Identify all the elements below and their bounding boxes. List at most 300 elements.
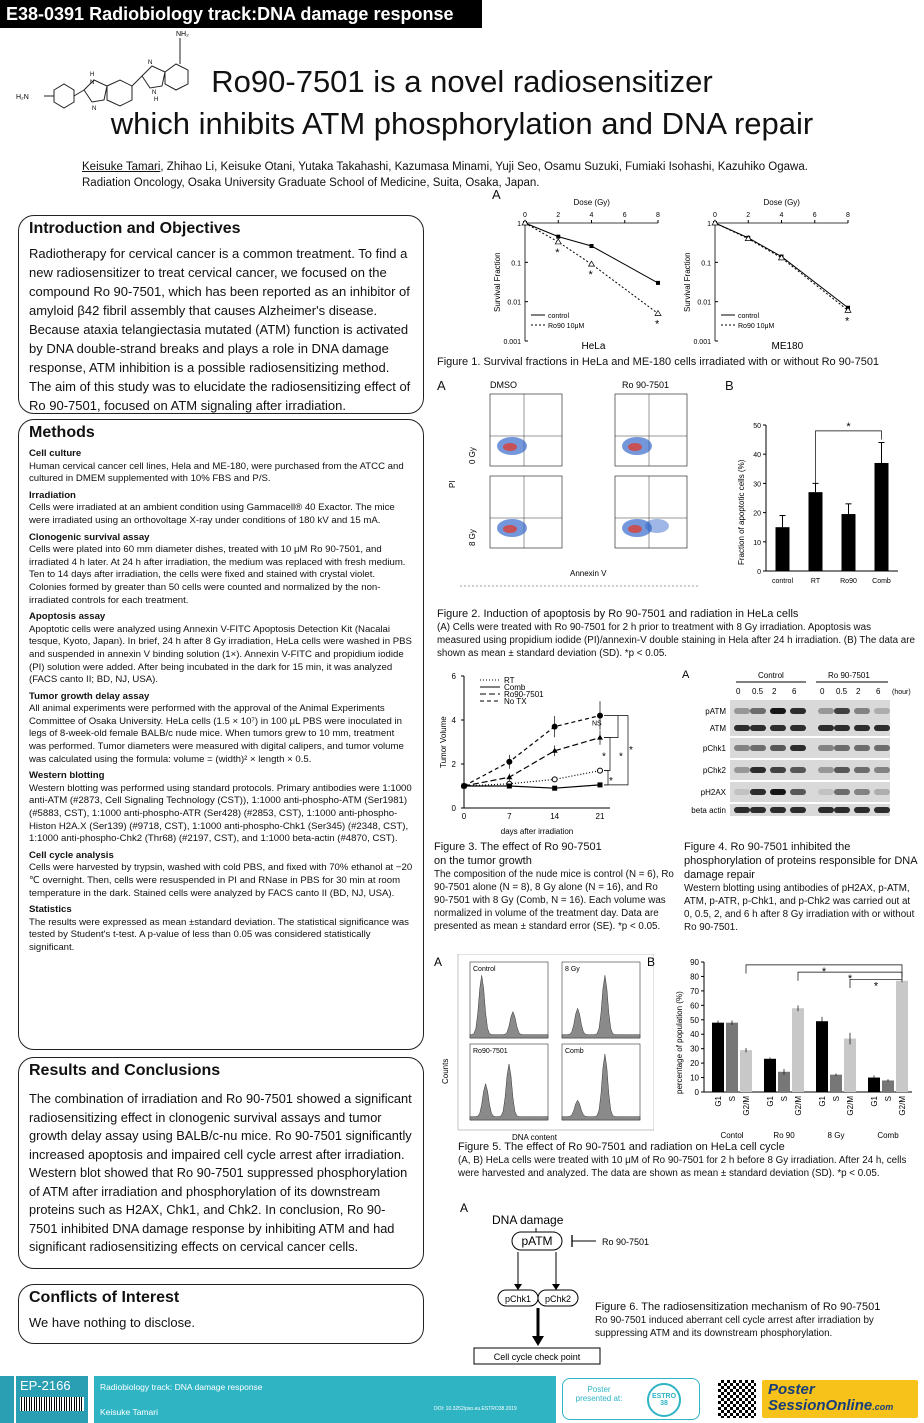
legend-label: control <box>548 313 570 320</box>
data-point <box>507 759 512 764</box>
y-tick-label: 30 <box>690 1044 699 1054</box>
x-tick-label: 4 <box>589 212 594 219</box>
author-list <box>82 159 808 191</box>
x-tick-label: 2 <box>556 212 561 219</box>
dose-axis-title: Dose (Gy) <box>763 198 800 207</box>
blot-band <box>854 708 870 714</box>
poster-title-line2: which inhibits ATM phosphorylation and DNA repair <box>110 106 814 141</box>
row-label: 8 Gy <box>468 529 477 546</box>
blot-band <box>854 807 870 813</box>
fig4-caption-text: Western blotting using antibodies of pH2AX, p-ATM, ATM, p-ATR, p-Chk1, and p-Chk2 was carried out at 0, 0.5, 2, and 6 h after 8 Gy irradiation with or without Ro 90-7501. <box>684 883 915 933</box>
method-heading: Tumor growth delay assay <box>29 690 150 702</box>
blot-band <box>790 708 806 714</box>
fig3-tumor-growth-chart <box>432 668 672 840</box>
introduction-heading: Introduction and Objectives <box>29 220 241 237</box>
logo-text-com: .com <box>872 1402 894 1412</box>
blot-band <box>818 708 834 714</box>
x-tick-label: 7 <box>507 812 512 821</box>
y-axis-title: Tumor Volume <box>439 716 448 768</box>
blot-band <box>854 789 870 795</box>
blot-row-label: beta actin <box>691 806 726 815</box>
poster-title-line1: Ro90-7501 is a novel radiosensitizer <box>211 64 713 99</box>
barcode-icon <box>20 1397 84 1411</box>
y-tick-label: 70 <box>690 986 699 996</box>
group-label: Control <box>758 671 784 680</box>
blot-band <box>790 789 806 795</box>
fig2-panel-a-label: A <box>437 378 446 393</box>
panel-label: A <box>460 1201 469 1215</box>
blot-band <box>790 725 806 731</box>
method-heading: Irradiation <box>29 489 76 501</box>
data-point <box>589 261 595 266</box>
group-label: 8 Gy <box>827 1131 845 1140</box>
method-heading: Clonogenic survival assay <box>29 531 150 543</box>
method-heading: Statistics <box>29 904 72 916</box>
time-label: 6 <box>876 687 881 696</box>
results-heading: Results and Conclusions <box>29 1062 221 1079</box>
fig2-apoptosis-bar-chart <box>730 415 900 585</box>
blot-band <box>734 725 750 731</box>
significance-star: * <box>602 751 606 763</box>
fig5-caption-title: Figure 5. The effect of Ro 90-7501 and radiation on HeLa cell cycle <box>458 1141 785 1153</box>
logo-text-session: SessionOnline <box>768 1397 873 1414</box>
y-tick-label: 0 <box>757 569 761 576</box>
histogram-label: Control <box>473 966 496 973</box>
blot-band <box>734 767 750 773</box>
x-axis-title: DNA content <box>512 1133 557 1142</box>
fig2-panel-b-label: B <box>725 378 734 393</box>
y-tick-label: 60 <box>690 1001 699 1011</box>
svg-text:H: H <box>154 97 159 103</box>
cell-population-core <box>628 443 642 451</box>
legend-label: control <box>738 313 760 320</box>
x-tick-label: control <box>771 578 794 585</box>
y-tick-label: 50 <box>753 423 761 430</box>
panel-label: A <box>434 955 443 969</box>
blot-band <box>874 789 890 795</box>
method-text: The results were expressed as mean ±standard deviation. The statistical significance was tested by Student's t-test. A p-value of less than 0.05 was considered statistically significant. <box>29 916 409 953</box>
blot-band <box>834 789 850 795</box>
y-tick-label: 10 <box>753 539 761 547</box>
data-point <box>655 311 661 316</box>
fig3-caption-title: Figure 3. The effect of Ro 90-7501 <box>434 841 602 853</box>
fig6-caption-text: Ro 90-7501 induced aberrant cell cycle arrest after irradiation by suppressing ATM and its downstream phosphorylation. <box>595 1315 874 1339</box>
bar-G1 <box>712 1023 724 1092</box>
fig6-caption-title: Figure 6. The radiosensitization mechanism of Ro 90-7501 <box>595 1301 881 1313</box>
y-tick-label: 40 <box>753 452 761 460</box>
footer-bar <box>0 1376 924 1423</box>
cell-population-core <box>628 525 642 533</box>
method-text: Apoptotic cells were analyzed using Annexin V-FITC Apoptosis Detection Kit (Nacalai tesque, Kyoto, Japan). In brief, 24 h after 8 Gy irradiation, HeLa cells were washed in PBS and suspended in annexin V binding solution (1×). Annexin V-FITC and propidium iodide (PI) solution were added. After being incubated in the dark for 15 min, it was analyzed (FACS canto II; BD, NJ, USA). <box>29 623 412 686</box>
arrow-head <box>552 1284 560 1290</box>
data-point <box>506 774 512 779</box>
data-point <box>555 239 561 244</box>
data-point <box>552 777 557 782</box>
bar-Ro90 <box>842 514 856 571</box>
x-tick-label: 6 <box>812 212 817 219</box>
method-text: Western blotting was performed using standard protocols. Primary antibodies were 1:1000 anti-ATM (#2873, Cell Signaling Technology (CST)), 1:1000 anti-phospho-ATM (Ser1981) (#5883, CST), 1:1000 anti-phospho-ATR (Ser428) (#2853, CST), 1:1000 anti-phospho-Histon H2A.X (Ser139) (#9718, CST), 1:1000 anti-phospho-Chk1 (Ser345) (#2348, CST), 1:1000 anti-phospho-Chk2 (Thr68) (#2197, CST), and 1:1000 beta-actin (#4870, CST). <box>29 782 412 845</box>
data-point <box>552 724 557 729</box>
blot-band <box>770 789 786 795</box>
y-tick-label: 1 <box>707 221 711 228</box>
significance-star: * <box>629 745 633 756</box>
blot-band <box>834 745 850 751</box>
phase-label: G1 <box>714 1096 723 1107</box>
blot-band <box>818 725 834 731</box>
fig3-caption-title2: on the tumor growth <box>434 855 532 867</box>
blot-band <box>854 725 870 731</box>
methods-section <box>18 419 424 1050</box>
introduction-section <box>18 215 424 414</box>
bar-control <box>776 527 790 571</box>
blot-band <box>874 767 890 773</box>
svg-text:H₂N: H₂N <box>16 94 29 101</box>
method-heading: Cell culture <box>29 448 82 459</box>
estro-logo-icon: ESTRO 38 <box>647 1383 681 1417</box>
arrow-head <box>514 1284 522 1290</box>
method-text: All animal experiments were performed with the approval of the Animal Experiments Committee of Osaka University. HeLa cells (1.5 × 10⁷) in 100 μL PBS were inoculated in legs of 8-week-old female BALB/c nude mice. When tumors grew to 10 mm, treatment was performed. Tumor diameters were measured with digital calipers, and tumor volume was calculated using the formula: volume = (width)² × length × 0.5. <box>29 703 404 765</box>
time-label: 6 <box>792 687 797 696</box>
hour-label: (hour) <box>892 689 911 696</box>
footer-poster-code: EP-2166 <box>20 1378 71 1393</box>
blot-band <box>750 708 766 714</box>
phase-label: G2/M <box>898 1096 907 1116</box>
legend-label: RT <box>504 676 515 685</box>
method-text: Cells were harvested by trypsin, washed with cold PBS, and fixed with 70% ethanol at −20 ℃ overnight. Then, cells were resuspended in PI and RNase in PBS for 30 min at room temperature in the dark. Stained cells were analyzed by FACS canto II (BD, NJ, USA). <box>29 862 413 899</box>
methods-body <box>19 448 423 955</box>
blot-band <box>874 745 890 751</box>
data-point <box>507 784 512 789</box>
bar-S <box>830 1075 842 1092</box>
fig3-caption-text: The composition of the nude mice is control (N = 6), Ro 90-7501 alone (N = 8), 8 Gy alone (N = 16), and Ro 90-7501 with 8 Gy (Comb, N = 16). Each volume was normalized in volume of the treatment day. Data are presented as mean ± standard error (SE). *p < 0.05. <box>434 869 674 932</box>
footer-code-block <box>16 1376 88 1423</box>
y-axis-title: PI <box>448 480 457 488</box>
footer-presented-block <box>562 1378 700 1420</box>
flow-plot-frame <box>490 394 562 466</box>
y-tick-label: 0.1 <box>511 260 521 268</box>
svg-text:NH₂: NH₂ <box>176 31 189 38</box>
fig3-caption <box>434 840 674 933</box>
blot-band <box>770 708 786 714</box>
x-axis-title: Annexin V <box>570 569 607 578</box>
blot-band <box>790 807 806 813</box>
fig1-hela-chart <box>480 195 675 351</box>
group-label: Comb <box>877 1131 899 1140</box>
conflicts-text: We have nothing to disclose. <box>29 1315 195 1330</box>
bar-G2/M <box>844 1039 856 1092</box>
y-tick-label: 20 <box>753 510 761 518</box>
bar-Comb <box>875 463 889 571</box>
methods-heading: Methods <box>29 424 95 441</box>
method-heading: Cell cycle analysis <box>29 849 114 861</box>
fig5-cell-cycle-bar-chart <box>642 954 918 1144</box>
panel-label: A <box>682 669 690 681</box>
blot-band <box>750 807 766 813</box>
fig2-caption-text: (A) Cells were treated with Ro 90-7501 for 2 h prior to treatment with 8 Gy irradiation. Apoptosis was measured using propidium iodide (PI)/annexin-V double staining in Hela after 24 h irradiation. (B) The data are shown as mean ± standard deviation (SD). *p < 0.05. <box>437 622 915 659</box>
method-text: Cells were irradiated at an ambient condition using Gammacell® 40 Exactor. The mice were irradiated using an orthovoltage X-ray under conditions of 180 kV and 15 mA. <box>29 502 395 526</box>
blot-row-label: ATM <box>709 724 726 733</box>
y-tick-label: 50 <box>690 1015 699 1025</box>
blot-row-label: pH2AX <box>700 788 726 797</box>
series-line-No TX <box>464 716 600 786</box>
x-tick-label: 14 <box>550 812 560 821</box>
y-axis-title: Survival Fraction <box>493 252 502 312</box>
series-line-RT <box>464 771 600 786</box>
significance-bracket <box>816 431 882 484</box>
significance-star: * <box>555 246 560 259</box>
data-point <box>598 768 603 773</box>
svg-text:N: N <box>148 60 153 66</box>
blot-band <box>750 725 766 731</box>
data-point <box>462 784 467 789</box>
fig1-caption: Figure 1. Survival fractions in HeLa and ME-180 cells irradiated with or without Ro 90-7501 <box>437 356 880 368</box>
blot-band <box>818 807 834 813</box>
blot-band <box>734 708 750 714</box>
blot-band <box>874 725 890 731</box>
blot-band <box>790 767 806 773</box>
legend-label: Ro90-7501 <box>504 690 544 699</box>
time-label: 0.5 <box>752 687 764 696</box>
y-tick-label: 0 <box>694 1088 699 1097</box>
y-tick-label: 0.01 <box>697 299 711 307</box>
blot-band <box>770 807 786 813</box>
x-tick-label: Comb <box>872 578 891 585</box>
bar-G1 <box>764 1059 776 1092</box>
y-axis-title: percentage of population (%) <box>675 991 684 1094</box>
fig6-mechanism-diagram <box>456 1200 696 1368</box>
blot-band <box>734 789 750 795</box>
significance-star: * <box>821 965 827 978</box>
first-author: Keisuke Tamari <box>82 161 161 173</box>
blot-band <box>750 767 766 773</box>
legend-label: Ro90 10μM <box>548 323 585 330</box>
y-tick-label: 0.1 <box>701 260 711 268</box>
method-text: Human cervical cancer cell lines, Hela and ME-180, were purchased from the ATCC and cultured in DMEM supplemented with 10% FBS and P/S. <box>29 460 404 485</box>
ns-label: NS <box>592 720 602 728</box>
results-text: The combination of irradiation and Ro 90-7501 showed a significant radiosensitizing effect in clonogenic survival assays and tumor growth delay assay using BALB/c-nu mice. Ro 90-7501 significantly increased apoptosis and impaired cell cycle arrest after irradiation. Western blot showed that Ro 90-7501 suppressed phosphorylation of ATM after irradiation and phosphorylation of its downstream proteins such as H2AX, Chk1, and Chk2. In conclusion, Ro 90-7501 inhibited DNA damage response by inhibiting ATM and had significant radiosensitizing effects on cervical cancer cells. <box>29 1091 412 1254</box>
blot-band <box>734 807 750 813</box>
significance-star: * <box>609 775 613 787</box>
group-label: Contol <box>720 1131 744 1140</box>
histogram-label: 8 Gy <box>565 966 580 973</box>
significance-star: * <box>619 751 623 763</box>
blot-band <box>770 745 786 751</box>
y-tick-label: 20 <box>690 1059 699 1069</box>
fig1-panel-label: A <box>492 187 501 202</box>
dna-damage-label: DNA damage <box>492 1213 564 1227</box>
blot-band <box>854 745 870 751</box>
x-tick-label: RT <box>810 578 821 585</box>
footer-info-block <box>94 1376 556 1423</box>
svg-text:N: N <box>92 106 97 110</box>
phase-label: S <box>780 1096 789 1102</box>
fig2-caption-title: Figure 2. Induction of apoptosis by Ro 90-7501 and radiation in HeLa cells <box>437 608 799 620</box>
x-tick-label: 8 <box>656 212 660 219</box>
y-tick-label: 0 <box>451 804 456 813</box>
data-point <box>590 244 594 248</box>
panel-label: B <box>647 955 656 969</box>
cell-population-core <box>503 443 517 451</box>
bar-G2/M <box>896 981 908 1092</box>
time-label: 2 <box>856 687 861 696</box>
time-label: 0 <box>820 687 825 696</box>
x-tick-label: 0 <box>713 212 717 219</box>
col-label: Ro 90-7501 <box>622 380 670 390</box>
y-tick-label: 40 <box>690 1030 699 1040</box>
bar-G1 <box>816 1021 828 1092</box>
col-label: DMSO <box>490 380 517 390</box>
pchk2-label: pChk2 <box>544 1294 572 1304</box>
blot-row-label: pChk2 <box>702 766 726 775</box>
arrow-head <box>532 1336 544 1346</box>
fig4-caption-title: Figure 4. Ro 90-7501 inhibited the phosphorylation of proteins responsible for DNA damage repair <box>684 841 917 881</box>
x-tick-label: 8 <box>846 212 850 219</box>
x-tick-label: 21 <box>595 812 605 821</box>
y-tick-label: 30 <box>753 481 761 489</box>
coauthors: , Zhihao Li, Keisuke Otani, Yutaka Takahashi, Kazumasa Minami, Yuji Seo, Osamu Suzuki, Fumiaki Isohashi, Kazuhiko Ogawa. <box>160 161 808 173</box>
x-tick-label: 6 <box>622 212 627 219</box>
blot-band <box>750 789 766 795</box>
y-tick-label: 6 <box>451 672 456 681</box>
legend-label: No TX <box>504 697 527 706</box>
fig2-caption <box>437 607 917 660</box>
bracket <box>604 771 608 785</box>
poster-session-online-logo <box>762 1380 918 1418</box>
footer-presented-text: Poster presented at: <box>575 1385 623 1403</box>
svg-text:N: N <box>152 90 157 96</box>
bar-RT <box>809 492 823 571</box>
bar-G2/M <box>740 1050 752 1092</box>
svg-text:N: N <box>90 80 95 86</box>
data-point <box>552 786 557 791</box>
legend-label: Comb <box>504 683 526 692</box>
cell-line-label: ME180 <box>771 341 804 351</box>
blot-band <box>818 745 834 751</box>
logo-text-poster: Poster <box>768 1381 815 1398</box>
time-label: 0.5 <box>836 687 848 696</box>
patm-label: pATM <box>521 1234 553 1248</box>
inhibitor-label: Ro 90-7501 <box>602 1237 650 1247</box>
blot-band <box>834 725 850 731</box>
significance-star: * <box>588 269 593 282</box>
bar-G2/M <box>792 1008 804 1092</box>
y-tick-label: 1 <box>517 221 521 228</box>
blot-band <box>854 767 870 773</box>
bar-S <box>778 1072 790 1092</box>
results-section <box>18 1057 424 1269</box>
blot-band <box>834 807 850 813</box>
cell-line-label: HeLa <box>581 341 606 351</box>
flow-plot-frame <box>615 394 687 466</box>
time-label: 2 <box>772 687 777 696</box>
blot-band <box>750 745 766 751</box>
poster-id-badge: E38-0391 Radiobiology track:DNA damage response <box>0 0 482 28</box>
introduction-text: Radiotherapy for cervical cancer is a common treatment. To find a new radiosensitizer to treat cervical cancer, we focused on the compound Ro 90-7501, which has been reported as an inhibitor of amyloid β42 fibril assembly that causes Alzheimer's disease. Because ataxia telangiectasia mutated (ATM) function is activated by DNA double-strand breaks and plays a role in DNA damage response, ATM inhibition is a possible radiosensitizing method. The aim of this study was to elucidate the radiosensitizing effect of Ro 90-7501, focused on ATM signaling after irradiation. <box>29 246 411 413</box>
footer-author: Keisuke Tamari <box>100 1407 158 1417</box>
time-label: 0 <box>736 687 741 696</box>
y-tick-label: 4 <box>451 716 456 725</box>
data-point <box>597 735 603 740</box>
cell-population-core <box>503 525 517 533</box>
phase-label: S <box>728 1096 737 1102</box>
phase-label: G2/M <box>742 1096 751 1116</box>
phase-label: G1 <box>870 1096 879 1107</box>
fig5-caption <box>458 1140 920 1180</box>
data-point <box>556 235 560 239</box>
bracket <box>604 716 628 785</box>
fig4-caption <box>684 840 920 934</box>
y-tick-label: 0.01 <box>507 299 521 307</box>
affiliation: Radiation Oncology, Osaka University Graduate School of Medicine, Suita, Osaka, Japan. <box>82 177 540 189</box>
y-axis-title: Counts <box>441 1058 450 1084</box>
blot-row-label: pATM <box>705 707 726 716</box>
method-heading: Apoptosis assay <box>29 611 106 623</box>
x-tick-label: 0 <box>461 812 467 821</box>
method-heading: Western blotting <box>29 770 105 782</box>
y-tick-label: 0.001 <box>503 339 521 346</box>
significance-star: * <box>655 318 660 331</box>
dose-axis-title: Dose (Gy) <box>573 198 610 207</box>
y-tick-label: 80 <box>690 972 699 982</box>
qr-code-icon <box>718 1380 756 1418</box>
phase-label: G2/M <box>794 1096 803 1116</box>
histogram-label: Ro90-7501 <box>473 1048 508 1055</box>
row-label: 0 Gy <box>468 447 477 464</box>
x-axis-title: days after irradiation <box>500 827 574 836</box>
legend-label: Ro90 10μM <box>738 323 775 330</box>
svg-text:H: H <box>90 72 95 78</box>
checkpoint-label: Cell cycle check point <box>493 1352 581 1362</box>
y-tick-label: 90 <box>690 958 699 967</box>
y-tick-label: 0.001 <box>693 339 711 346</box>
bar-S <box>726 1023 738 1092</box>
footer-track: Radiobiology track: DNA damage response <box>100 1382 263 1392</box>
series-line-Comb <box>464 785 600 788</box>
pchk1-label: pChk1 <box>504 1294 532 1304</box>
blot-band <box>834 767 850 773</box>
x-tick-label: 2 <box>746 212 751 219</box>
y-axis-title: Fraction of apoptotic cells (%) <box>737 459 746 565</box>
cell-population <box>645 519 669 533</box>
series-line-control <box>715 223 848 308</box>
blot-band <box>874 708 890 714</box>
phase-label: S <box>884 1096 893 1102</box>
phase-label: S <box>832 1096 841 1102</box>
blot-band <box>770 725 786 731</box>
significance-star: * <box>873 980 879 993</box>
data-point <box>598 782 603 787</box>
x-tick-label: 0 <box>523 212 527 219</box>
fig4-western-blot <box>678 668 922 828</box>
footer-doi: DOI: 10.3252/pso.eu.ESTRO38.2019 <box>434 1406 517 1412</box>
phase-label: G2/M <box>846 1096 855 1116</box>
blot-band <box>818 789 834 795</box>
group-label: Ro 90 <box>773 1131 795 1140</box>
blot-band <box>770 767 786 773</box>
phase-label: G1 <box>818 1096 827 1107</box>
bar-S <box>882 1080 894 1092</box>
blot-band <box>734 745 750 751</box>
significance-star: * <box>846 420 851 433</box>
phase-label: G1 <box>766 1096 775 1107</box>
x-tick-label: 4 <box>779 212 784 219</box>
blot-band <box>790 745 806 751</box>
flow-plot-frame <box>615 476 687 548</box>
fig6-caption <box>595 1300 920 1340</box>
fig5-caption-text: (A, B) HeLa cells were treated with 10 μM of Ro 90-7501 for 2 h before 8 Gy irradiation. After 24 h, cells were harvested and analyzed. The data are shown as mean ± standard deviation (SD). *p < 0.05. <box>458 1155 907 1179</box>
significance-star: * <box>845 315 850 328</box>
x-tick-label: Ro90 <box>840 578 857 585</box>
